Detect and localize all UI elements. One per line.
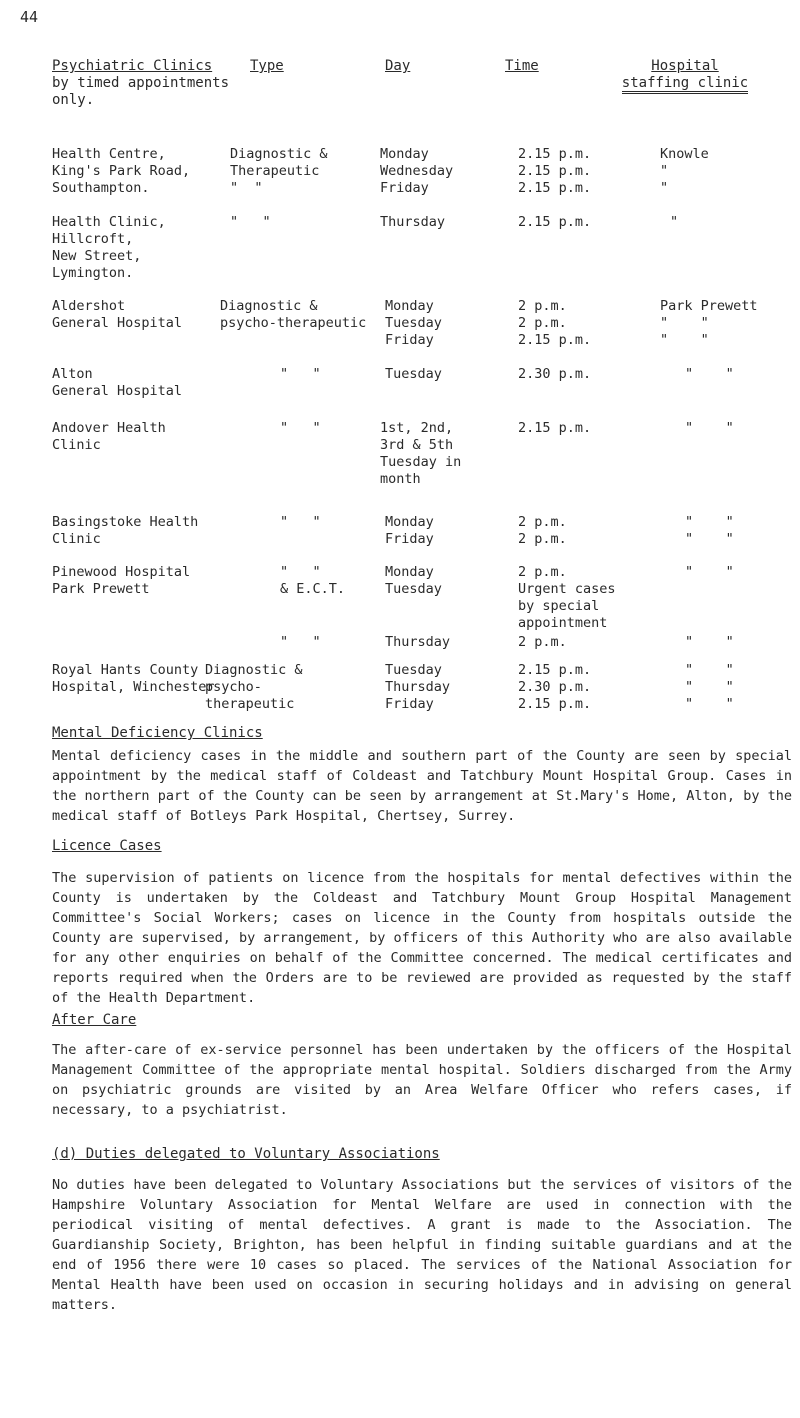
column-header-time: Time — [505, 58, 539, 74]
row-time: 2.30 p.m. — [518, 366, 592, 382]
row-staff: " " — [685, 634, 734, 650]
row-day: 1st, 2nd, 3rd & 5th Tuesday in month — [380, 420, 462, 487]
row-staff: " — [670, 214, 679, 230]
table-title-line2: by timed appointments — [52, 75, 230, 91]
column-header-day: Day — [385, 58, 411, 74]
row-place: Alton General Hospital — [52, 366, 183, 399]
row-time: 2 p.m. Urgent cases by special appointment — [518, 564, 616, 631]
table-title-line1: Psychiatric Clinics — [52, 58, 213, 74]
row-day: Monday Tuesday Friday — [385, 298, 442, 348]
row-day: Thursday — [385, 634, 451, 650]
row-place: Health Clinic, Hillcroft, New Street, Lymington. — [52, 214, 166, 281]
section-heading-after-care: After Care — [52, 1012, 137, 1028]
row-staff: Park Prewett " " " " — [660, 298, 758, 348]
row-place: Health Centre, King's Park Road, Southampton. — [52, 146, 191, 196]
section-text-voluntary-associations: No duties have been delegated to Voluntary Associations but the services of visitors of the Hampshire Voluntary Association for Mental Welfare are used in connection with the periodical visiting of mental defectives. A grant is made to the Association. The Guardianship Society, Brighton, has been helpful in finding suitable guardians and at the end of 1956 there were 10 cases so placed. The services of the National Association for Mental Health have been used on occasion in securing holidays and in advising on general matters. — [52, 1177, 792, 1313]
row-staff: " " — [685, 366, 734, 382]
row-time: 2.15 p.m. — [518, 420, 592, 436]
row-time: 2 p.m. 2 p.m. 2.15 p.m. — [518, 298, 592, 348]
column-header-staffing — [610, 58, 760, 92]
row-staff: " " — [685, 420, 734, 436]
table-title-line3: only. — [52, 92, 95, 108]
row-place: Pinewood Hospital Park Prewett — [52, 564, 191, 597]
row-day: Monday Tuesday — [385, 564, 442, 597]
row-type: " " — [280, 366, 321, 382]
row-time: 2 p.m. — [518, 634, 567, 650]
row-staff: " " " " " " — [685, 662, 734, 712]
column-header-type: Type — [250, 58, 284, 74]
row-place: Andover Health Clinic — [52, 420, 166, 453]
section-text-licence-cases: The supervision of patients on licence from the hospitals for mental defectives within the County is undertaken by the Coldeast and Tatchbury Mount Group Hospital Management Committee's Social Workers; cases on licence in the County from hospitals outside the County are supervised, by arrangement, by officers of this Authority who are also available for any other enquiries on behalf of the Committee concerned. The medical certificates and reports required when the Orders are to be reviewed are provided as requested by the staff of the Health Department. — [52, 870, 792, 1006]
section-heading-licence-cases: Licence Cases — [52, 838, 162, 854]
row-staff: " " — [685, 564, 734, 580]
row-place: Royal Hants County Hospital, Winchester — [52, 662, 215, 695]
row-staff: Knowle " " — [660, 146, 709, 196]
row-type: Diagnostic & psycho-therapeutic — [220, 298, 367, 331]
row-type: " " — [280, 514, 321, 530]
row-time: 2.15 p.m. 2.30 p.m. 2.15 p.m. — [518, 662, 592, 712]
row-type: Diagnostic & Therapeutic " " — [230, 146, 328, 196]
row-type: Diagnostic & psycho- therapeutic — [205, 662, 303, 712]
section-heading-mental-deficiency: Mental Deficiency Clinics — [52, 725, 263, 741]
row-day: Tuesday — [385, 366, 442, 382]
row-day: Tuesday Thursday Friday — [385, 662, 451, 712]
page-number: 44 — [20, 8, 39, 26]
row-type: " " & E.C.T. — [280, 564, 346, 597]
row-type: " " — [230, 214, 271, 230]
row-time: 2.15 p.m. 2.15 p.m. 2.15 p.m. — [518, 146, 592, 196]
row-day: Thursday — [380, 214, 446, 230]
row-time: 2.15 p.m. — [518, 214, 592, 230]
row-place: Aldershot General Hospital — [52, 298, 183, 331]
column-header-staffing-line1: Hospital — [651, 58, 719, 74]
table-title — [52, 58, 229, 109]
row-staff: " " " " — [685, 514, 734, 547]
row-time: 2 p.m. 2 p.m. — [518, 514, 567, 547]
column-header-staffing-line2: staffing clinic — [622, 75, 748, 94]
section-text-mental-deficiency: Mental deficiency cases in the middle and southern part of the County are seen by special appointment by the medical staff of Coldeast and Tatchbury Mount Hospital Group. Cases in the northern part of the County can be seen by arrangement at St.Mary's Home, Alton, by the medical staff of Botleys Park Hospital, Chertsey, Surrey. — [52, 748, 792, 824]
section-text-after-care: The after-care of ex-service personnel has been undertaken by the officers of the Hospital Management Committee of the appropriate mental hospital. Soldiers discharged from the Army on psychiatric grounds are visited by an Area Welfare Officer who refers cases, if necessary, to a psychiatrist. — [52, 1042, 792, 1118]
row-type: " " — [280, 420, 321, 436]
row-place: Basingstoke Health Clinic — [52, 514, 199, 547]
row-day: Monday Friday — [385, 514, 434, 547]
row-day: Monday Wednesday Friday — [380, 146, 454, 196]
row-type: " " — [280, 634, 321, 650]
section-heading-voluntary-associations: (d) Duties delegated to Voluntary Associations — [52, 1146, 440, 1162]
